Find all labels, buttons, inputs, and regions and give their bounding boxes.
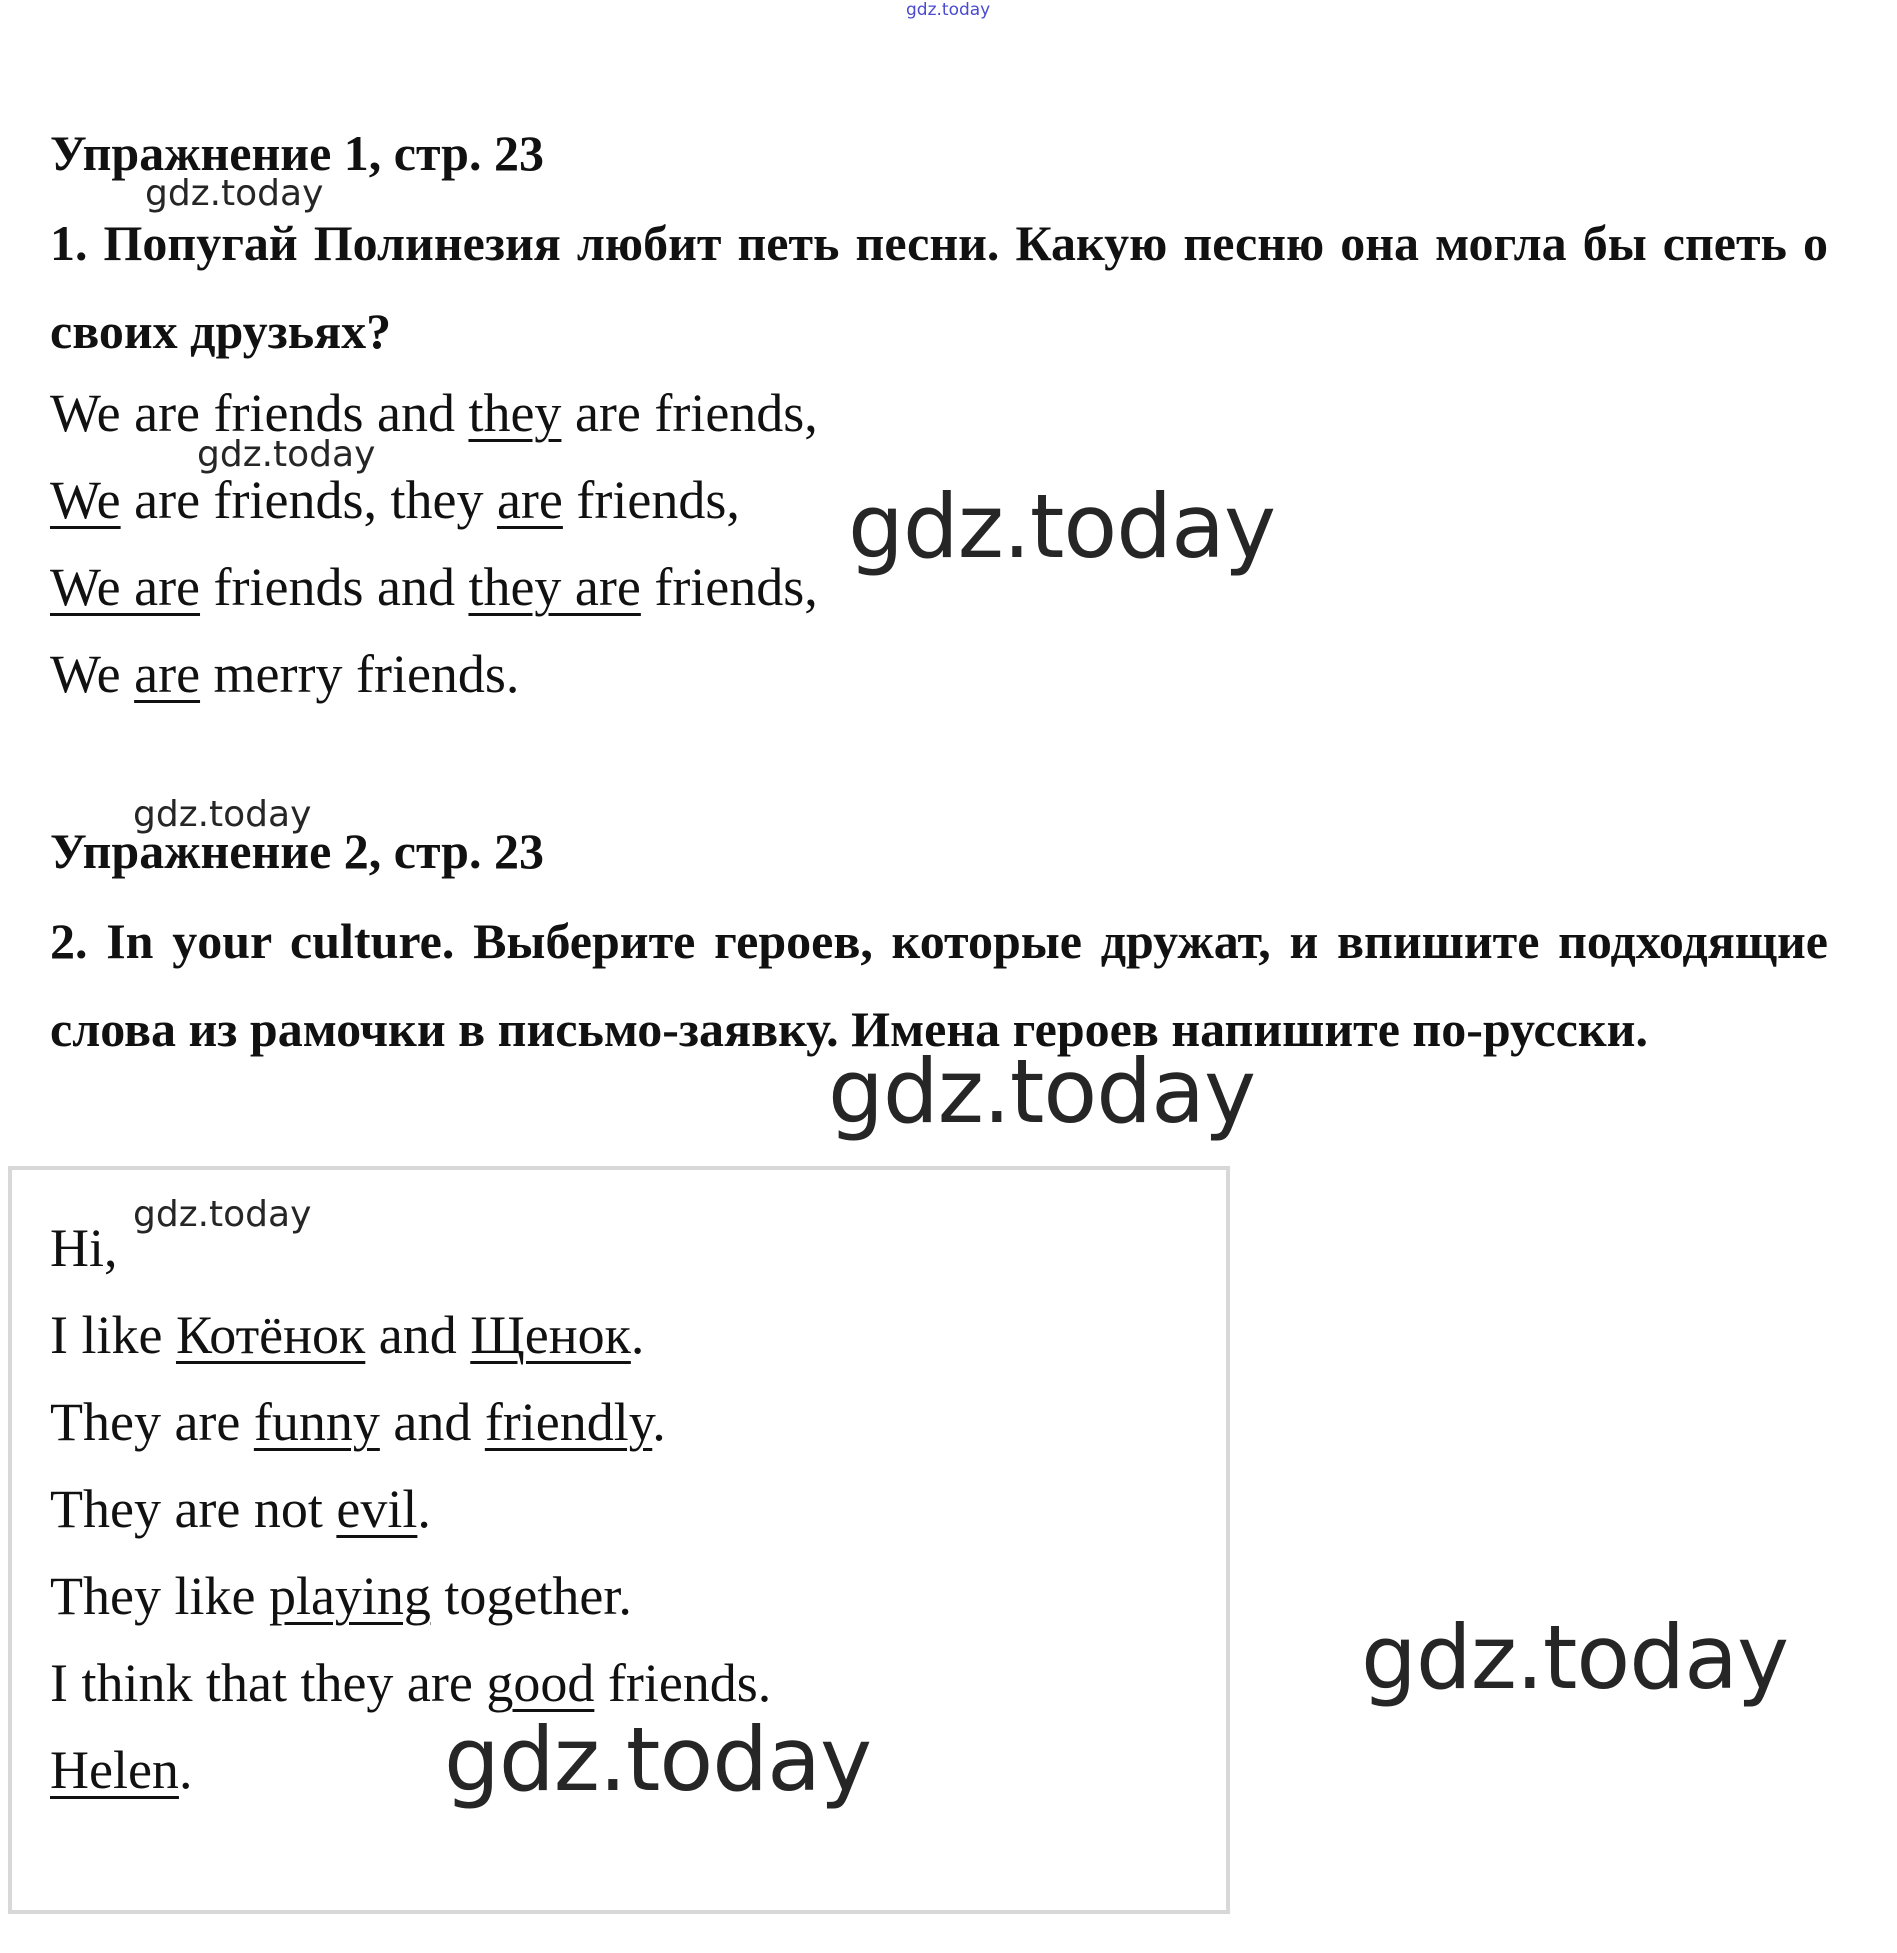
letter-text: .	[417, 1479, 431, 1539]
letter-text: I like	[50, 1305, 176, 1365]
letter-line-4	[50, 1566, 632, 1626]
letter-text: They are	[50, 1392, 254, 1452]
exercise-2-task: 2. In your culture. Выберите героев, которые дружат, и впишите подходящие слова из рамочки в письмо-заявку. Имена героев напишите по-русски.	[50, 913, 1828, 1057]
song-text: We are friends and	[50, 383, 469, 443]
letter-underlined-word: funny	[253, 1392, 380, 1452]
letter-line-3	[50, 1479, 431, 1539]
song-line-1	[50, 383, 818, 443]
exercise-1-task: 1. Попугай Полинезия любит петь песни. Какую песню она могла бы спеть о своих друзьях?	[50, 215, 1828, 359]
song-text: friends and	[200, 557, 469, 617]
song-underlined-word: We	[50, 470, 121, 530]
watermark-top: gdz.today	[906, 0, 991, 20]
exercise-1-heading: Упражнение 1, стр. 23	[50, 125, 544, 181]
song-text: We	[50, 644, 135, 704]
letter-greeting: Hi,	[50, 1218, 118, 1278]
letter-underlined-word: playing	[268, 1566, 431, 1626]
letter-line-5	[50, 1653, 772, 1713]
song-text: are friends,	[561, 383, 818, 443]
letter-text: .	[652, 1392, 666, 1452]
song-line-3	[50, 557, 818, 617]
letter-text: together.	[430, 1566, 632, 1626]
watermark-large-2: gdz.today	[828, 1040, 1256, 1143]
letter-underlined-word: evil	[336, 1479, 418, 1539]
song-text: friends,	[640, 557, 818, 617]
letter-line-2	[50, 1392, 666, 1452]
letter-text: .	[178, 1740, 193, 1800]
letter-text: friends.	[594, 1653, 772, 1713]
letter-text: I think that they are	[50, 1653, 487, 1713]
song-line-2	[50, 470, 740, 530]
watermark-large-4: gdz.today	[444, 1708, 872, 1811]
song-underlined-word: We are	[50, 557, 201, 617]
letter-text: They like	[50, 1566, 269, 1626]
watermark-small-4: gdz.today	[133, 1194, 312, 1235]
letter-text: and	[379, 1392, 485, 1452]
letter-text: and	[365, 1305, 471, 1365]
exercise-2-heading: Упражнение 2, стр. 23	[50, 823, 544, 879]
letter-underlined-word: friendly	[484, 1392, 653, 1452]
letter-text: They are not	[50, 1479, 337, 1539]
letter-line-1	[50, 1305, 645, 1365]
letter-underlined-word: Котёнок	[175, 1305, 366, 1365]
song-underlined-word: are	[134, 644, 201, 704]
watermark-large-3: gdz.today	[1361, 1606, 1789, 1709]
song-text: friends,	[562, 470, 740, 530]
watermark-large-1: gdz.today	[848, 475, 1276, 578]
letter-text: .	[630, 1305, 645, 1365]
song-underlined-word: they	[468, 383, 562, 443]
watermark-small-1: gdz.today	[145, 173, 324, 214]
song-underlined-word: they are	[468, 557, 641, 617]
letter-signature	[50, 1740, 193, 1800]
letter-underlined-word: good	[486, 1653, 595, 1713]
song-underlined-word: are	[496, 470, 563, 530]
letter-underlined-word: Helen	[50, 1740, 179, 1800]
letter-underlined-word: Щенок	[470, 1305, 631, 1365]
watermark-small-2: gdz.today	[197, 434, 376, 475]
song-text: are friends, they	[120, 470, 497, 530]
song-text: merry friends.	[200, 644, 520, 704]
song-line-4	[50, 644, 520, 704]
watermark-small-3: gdz.today	[133, 794, 312, 835]
